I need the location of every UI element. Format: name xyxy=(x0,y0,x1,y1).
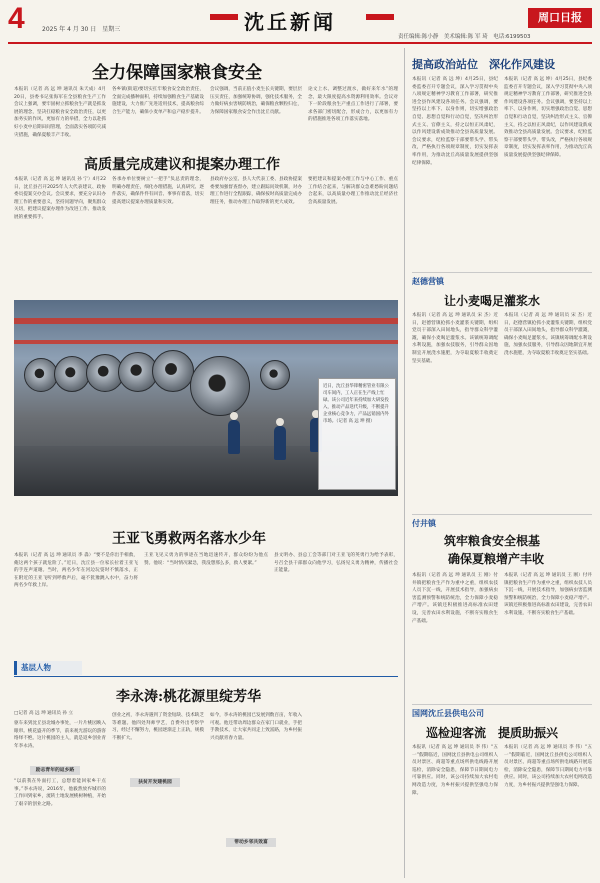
subheading-1: 励志青年的返乡路 xyxy=(30,766,80,775)
article-work-style-col2: 本报讯（记者 高 远 坤）4月25日，县纪委监委召开专题会议，深入学习贯彻中央八项规定精神学习教育工作部署，研究推进全县作风建设各项任务。会议强调，要坚持以上率下、以身作则，切实增强政治自觉、思想自觉和行动自觉，坚决纠治形式主义、官僚主义，持之以恒正风肃纪，以作风建设新成效推动全县高质量发展。会议要求，纪检监察干部要带头学、带头改，严格执行各项规章制度，切实发挥表率作用，为推动沈丘高质量发展提供坚强纪律保障。 xyxy=(504,77,592,158)
grassroots-tag: 基层人物 xyxy=(14,661,82,675)
article-fujing-col2: 本报讯（记者 高 远 坤 通讯员 王 刚）付井镇把粮食生产作为重中之重，组织农技人员下沉一线，开展技术指导，加强病虫害监测预警和统防统治，全力保障小麦稳产增产。该镇还积极推进高标准农田建设，完善农田水利设施，不断夯实粮食生产基础。 xyxy=(504,573,592,616)
section-rule xyxy=(412,704,592,705)
headline-proposals: 高质量完成建议和提案办理工作 xyxy=(84,157,280,173)
byline: □记者 高 远 坤 通讯员 孙 立 xyxy=(14,711,74,716)
paper-logo: 周口日报 xyxy=(528,8,592,28)
headline-grain-security: 全力保障国家粮食安全 xyxy=(92,63,262,83)
subheading-2: 扶贫开发建桃园 xyxy=(130,778,180,787)
column-power-company: 国网沈丘县供电公司 xyxy=(412,709,484,718)
subheading-3: 带动乡邻共致富 xyxy=(226,838,276,847)
article-proposals-col1: 本报讯（记者 高 远 坤 通讯员 孙 宁）4月22日，沈丘县召开2025年人大代表建议、政协委员提案交办会议。会议要求，要充分认识办理工作的重要意义，坚持问题导向，聚焦群众关切，把建议提案办理作为改进工作、推动发展的重要抓手。 xyxy=(14,177,106,220)
grassroots-rule xyxy=(14,676,398,677)
article-irrigation-col1: 本报讯（记者 高 远 坤 通讯员 宋 杰）近日，赵德营镇抢抓小麦灌浆关键期，组织党员干部深入田间地头，指导群众科学灌溉，确保小麦喝足灌浆水。该镇统筹调配水利设施，加强农技服务，引导群众因地制宜开展浇水施肥，为夺取夏粮丰收奠定坚实基础。 xyxy=(412,313,498,364)
article-peach-col3: 如今，李永涛的桃园已发展到数百亩，年收入可观。他还带动周边群众在家门口就业，手把手教技术，让大家共同走上致富路，为乡村振兴贡献青春力量。 xyxy=(210,713,302,741)
headline-work-style: 提高政治站位 深化作风建设 xyxy=(412,58,555,71)
headline-fujing-line1: 筑牢粮食安全根基 xyxy=(444,534,541,548)
page-number: 4 xyxy=(8,2,25,35)
photo-steel-coil xyxy=(190,356,250,416)
article-power-col1: 本报讯（记者 高 远 坤 通讯员 李 伟）“五一”假期临近，国网沈丘县供电公司组织人员对景区、商超等重点场所供电线路开展巡检，消除安全隐患，保障节日期间电力可靠供应。同时，该公司持续加大农村电网改造力度，为乡村振兴提供坚强电力保障。 xyxy=(412,745,498,796)
article-proposals-col4: 要把建议和提案办理工作与中心工作、重点工作结合起来，与解决群众急难愁盼问题结合起来，以高质量办理工作推动沈丘经济社会高质量发展。 xyxy=(308,177,398,205)
date-line: 2025 年 4 月 30 日 星期三 xyxy=(42,26,121,33)
masthead xyxy=(0,0,600,44)
section-bar-right xyxy=(366,14,394,20)
photo-steel-coil xyxy=(152,350,194,392)
section-bar-left xyxy=(210,14,238,20)
article-rescue-col2: 王亚飞见义勇为的事迹在当地迅速传开，群众纷纷为他点赞。他说：“当时情况紧急，我没想那么多，救人要紧。” xyxy=(144,553,268,566)
photo-crane-beam xyxy=(14,318,398,324)
article-power-col2: 本报讯（记者 高 远 坤 通讯员 李 伟）“五一”假期临近，国网沈丘县供电公司组织人员对景区、商超等重点场所供电线路开展巡检，消除安全隐患，保障节日期间电力可靠供应。同时，该公司持续加大农村电网改造力度，为乡村振兴提供坚强电力保障。 xyxy=(504,745,592,788)
photo-worker xyxy=(228,420,240,454)
photo-steel-coil xyxy=(260,360,290,390)
headline-irrigation: 让小麦喝足灌浆水 xyxy=(444,294,541,308)
article-grain-col2: 各乡镇(街道)要切实扛牢粮食安全政治责任，全面完成播种面积，持续加强粮食生产基础设施建设，大力推广先进适用技术，提高粮食综合生产能力，确保小麦单产和总产稳步提升。 xyxy=(112,87,204,115)
headline-fujing-line2: 确保夏粮增产丰收 xyxy=(448,552,545,566)
article-peach-intro: 驱车来到沈丘县北城办事处，一片片桃园映入眼帘。桃花盛开的季节，前来观光游玩的游客络绎不绝。这片桃园的主人，就是返乡创业青年李永涛。 xyxy=(14,721,106,749)
photo-steel-coil xyxy=(54,356,90,392)
photo-worker xyxy=(274,426,286,460)
photo-caption: 近日，沈丘县华锋精密管业有限公司车间内，工人正在生产线上忙碌。该公司近年来持续加大研发投入，推动产品迭代升级，不断提升企业核心竞争力，产品远销国内外市场。（记者 高 远 坤 摄） xyxy=(318,378,396,490)
article-fujing-col1: 本报讯（记者 高 远 坤 通讯员 王 刚）付井镇把粮食生产作为重中之重，组织农技人员下沉一线，开展技术指导，加强病虫害监测预警和统防统治，全力保障小麦稳产增产。该镇还积极推进高标准农田建设，完善农田水利设施，不断夯实粮食生产基础。 xyxy=(412,573,498,624)
article-irrigation-col2: 本报讯（记者 高 远 坤 通讯员 宋 杰）近日，赵德营镇抢抓小麦灌浆关键期，组织党员干部深入田间地头，指导群众科学灌溉，确保小麦喝足灌浆水。该镇统筹调配水利设施，加强农技服务，引导群众因地制宜开展浇水施肥，为夺取夏粮丰收奠定坚实基础。 xyxy=(504,313,592,356)
section-rule xyxy=(412,272,592,273)
article-proposals-col3: 县政府办公室、县人大代表工委、县政协提案委要加强督查督办，建立跟踪问效机制，对办理工作进行全程跟踪，确保按时高质量完成办理任务，推动办理工作取得新的更大成效。 xyxy=(210,177,302,205)
photo-steel-coil xyxy=(24,358,58,392)
editor-line: 责任编辑:陈小静 美术编辑:陈 军 琦 电话:6199503 xyxy=(398,34,531,40)
column-fujing: 付井镇 xyxy=(412,519,436,528)
column-divider xyxy=(404,48,405,878)
article-peach-col2: 创业之初，李永涛遇到了资金短缺、技术缺乏等难题。他四处拜师学艺，自费外出考察学习，经过不懈努力，桃园逐渐走上正轨，规模不断扩大。 xyxy=(112,713,204,741)
article-grain-col1: 本报讯（记者 高 远 坤 通讯员 朱天成）4月20日，县委书记张海军在全县粮食生产工作会议上强调，要牢固树立抓粮食生产就是抓发展的理念，坚决扛稳粮食安全政治责任，以更加务实的作风、更加有力的举措，全力以赴抓好小麦中后期田间管理，全面落实各项防灾减灾措施，确保夏粮丰产丰收。 xyxy=(14,87,106,138)
article-rescue-col3: 县文明办、县总工会等部门对王亚飞的英勇行为给予表彰，号召全县干部群众向他学习，弘扬见义勇为精神，传播社会正能量。 xyxy=(274,553,398,574)
article-work-style-col1: 本报讯（记者 高 远 坤）4月25日，县纪委监委召开专题会议，深入学习贯彻中央八项规定精神学习教育工作部署，研究推进全县作风建设各项任务。会议强调，要坚持以上率下、以身作则，切实增强政治自觉、思想自觉和行动自觉，坚决纠治形式主义、官僚主义，持之以恒正风肃纪，以作风建设新成效推动全县高质量发展。会议要求，纪检监察干部要带头学、带头改，严格执行各项规章制度，切实发挥表率作用，为推动沈丘高质量发展提供坚强纪律保障。 xyxy=(412,77,498,166)
headline-power: 巡检迎客流 提质助振兴 xyxy=(426,726,559,740)
masthead-rule xyxy=(8,42,592,44)
article-proposals-col2: 各承办单位要树立“一把手”负总责的理念，明确办理责任，细化办理措施，认真研究、逐件落实，确保件件有回音、事事有着落，切实提高建议提案办理质量和实效。 xyxy=(112,177,204,205)
photo-crane-beam xyxy=(14,340,398,344)
article-peach-col1: “以前我在外面打工，总想着能回家乡干点事。”李永涛说，2016年，他毅然放弃城市的工作回到家乡，流转土地发展桃树种植，开始了艰辛的创业之路。 xyxy=(14,779,106,807)
headline-peach-garden: 李永涛:桃花源里绽芳华 xyxy=(116,689,262,705)
section-name: 沈丘新闻 xyxy=(244,10,336,34)
column-zhaodeying: 赵德营镇 xyxy=(412,277,444,286)
article-grain-col4: 论文上水、调整过渡水，做好来年水”的理念，最大限度提高水资源利用效率。会议对下一阶段粮食生产重点工作进行了部署，要求各部门密切配合，形成合力，以更加有力的措施推进各项工作落实落地。 xyxy=(308,87,398,123)
headline-rescue: 王亚飞勇救两名落水少年 xyxy=(112,531,266,547)
article-rescue-col1: 本报讯（记者 高 远 坤 通讯员 李 淼）“要不是你出手相救，俺这两个孩子就危险了。”近日，沈丘县一位家长拉着王亚飞的手连声道谢。当时，两名少年在河边玩耍时不慎落水，正在附近的王亚飞听到呼救声后，毫不犹豫跳入水中，奋力将两名少年救上岸。 xyxy=(14,553,138,589)
article-grain-col3: 会议强调，当前正值小麦生长关键期，要层层压实责任，加强统筹协调，强化技术服务，全力做好病虫害统防统治，确保粮食颗粒归仓，为保障国家粮食安全作出沈丘贡献。 xyxy=(210,87,302,115)
section-rule xyxy=(412,514,592,515)
